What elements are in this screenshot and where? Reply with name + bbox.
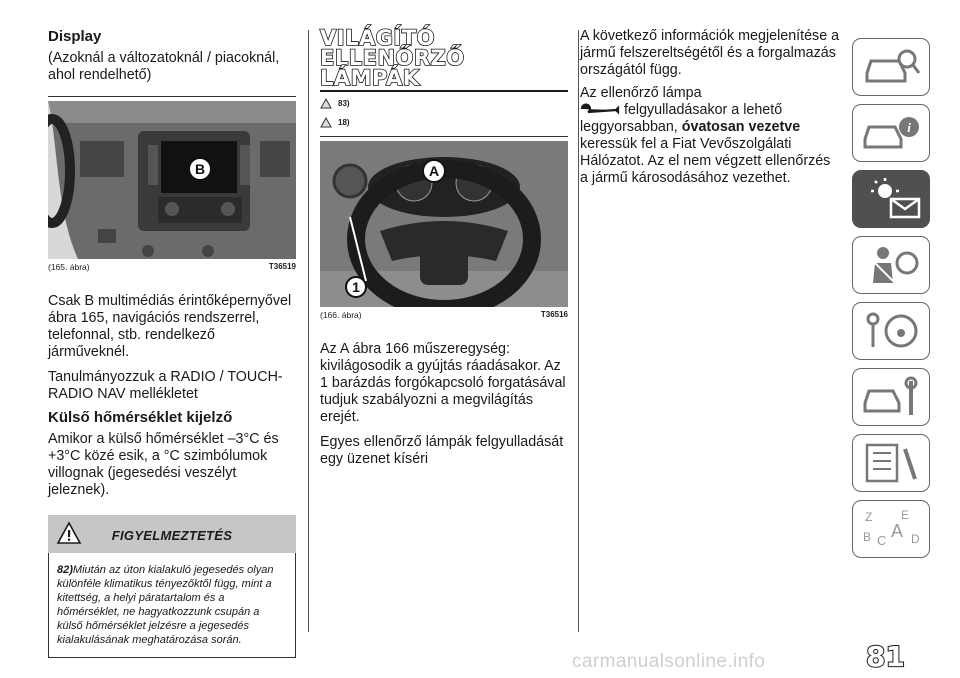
title-rule (320, 90, 568, 92)
car-wrench-icon (861, 375, 923, 419)
instrument-cluster-photo (320, 141, 568, 307)
svg-text:i: i (907, 120, 911, 135)
service-text-post: keressük fel a Fiat Vevőszolgálati Hálózatot. Az el nem végzett ellenőrzés a jármű károsodásához vezethet. (580, 136, 831, 186)
caution-triangle-icon (320, 117, 332, 128)
watermark: carmanualsonline.info (572, 651, 766, 672)
warning-banner (48, 515, 296, 553)
svg-text:C: C (877, 533, 887, 548)
tab-maintenance[interactable] (852, 434, 930, 492)
figure-code: T36519 (268, 262, 296, 271)
service-text-mid: felgyulladásakor a lehető leggyorsabban, (580, 102, 783, 135)
heading-outside-temp: Külső hőmérséklet kijelző (48, 409, 233, 426)
section-title-line2: ELLENŐRZŐ (320, 46, 465, 70)
paragraph-temp: Amikor a külső hőmérséklet –3°C és +3°C közé esik, a °C szimbólumok villognak (jegesedési veszélyt jeleznek). (48, 431, 279, 498)
paragraph-cluster: Az A ábra 166 műszeregység: kivilágosodik a gyújtás ráadásakor. Az 1 barázdás forgókapcsoló forgatásával tudjuk szabályozni a megvilágítás erejét. (320, 341, 566, 425)
paragraph-info: A következő információk megjelenítése a jármű felszereltségétől és a forgalmazás országától függ. (580, 28, 840, 78)
service-text-bold: óvatosan vezetve (681, 119, 801, 135)
column-left (48, 28, 296, 658)
warning-note (48, 552, 296, 658)
display-availability-text: (Azoknál a változatoknál / piacoknál, ahol rendelhető) (48, 50, 280, 83)
figure-166 (320, 136, 568, 321)
column-divider (308, 30, 309, 632)
svg-text:A: A (891, 521, 904, 541)
tab-safety[interactable] (852, 236, 930, 294)
paragraph-radio: Tanulmányozzuk a RADIO / TOUCH-RADIO NAV mellékletet (48, 369, 283, 402)
note-number: 82) (57, 564, 73, 576)
service-text-pre: Az ellenőrző lámpa (580, 85, 702, 101)
svg-text:Z: Z (865, 510, 873, 524)
figure-caption (320, 309, 568, 321)
tab-vehicle-knowledge[interactable] (852, 38, 930, 96)
caption-text: (165. ábra) (48, 262, 90, 272)
tab-index[interactable] (852, 500, 930, 558)
column-right (580, 28, 842, 187)
dashboard-photo (48, 101, 296, 259)
note-text: Miután az úton kialakuló jegesedés olyan különféle klimatikus tényezőktől függ, mint a kitettség, a helyi páratartalom és a hőmérséklet, ne hagyatkozzunk csupán a külső hőmérséklet jelzésre a jegesedés kialakulásának meghatározása során. (57, 564, 274, 646)
section-title-line3: LÁMPÁK (320, 66, 420, 90)
tab-info[interactable] (852, 104, 930, 162)
figure-165 (48, 96, 296, 273)
car-info-icon (861, 111, 923, 155)
checklist-wrench-icon (861, 441, 923, 485)
column-divider (578, 30, 579, 632)
ref-caution (320, 117, 568, 128)
section-title-line1: VILÁGÍTÓ (320, 26, 435, 50)
chapter-tabs (852, 38, 932, 566)
heading-display: Display (48, 28, 102, 45)
svg-text:B: B (863, 530, 872, 544)
tab-warning-lights[interactable] (852, 170, 930, 228)
callout-1: 1 (352, 279, 360, 295)
tab-starting-driving[interactable] (852, 302, 930, 360)
paragraph-service (580, 85, 842, 187)
callout-b: B (194, 161, 206, 177)
svg-text:E: E (901, 508, 910, 522)
ref-warning (320, 98, 568, 109)
figure-caption (48, 261, 296, 273)
caption-text: (166. ábra) (320, 310, 362, 320)
column-middle (320, 28, 568, 468)
warning-triangle-icon (320, 98, 332, 109)
key-steering-wheel-icon (861, 309, 923, 353)
figure-code: T36516 (540, 310, 568, 319)
tab-emergency[interactable] (852, 368, 930, 426)
paragraph-message: Egyes ellenőrző lámpák felgyulladását egy üzenet kíséri (320, 434, 564, 467)
page-number: 81 (866, 640, 905, 673)
warning-light-envelope-icon (861, 177, 923, 221)
paragraph-multimedia: Csak B multimédiás érintőképernyővel ábra 165, navigációs rendszerrel, telefonnal, stb. rendelkező járműveknél. (48, 293, 292, 360)
svg-text:D: D (911, 532, 920, 546)
car-search-icon (861, 45, 923, 89)
alphabet-index-icon (861, 507, 923, 551)
ref-number-83: 83) (338, 99, 350, 108)
ref-number-18: 18) (338, 118, 350, 127)
wrench-icon (580, 103, 620, 115)
seatbelt-airbag-icon (861, 243, 923, 287)
callout-a: A (428, 163, 440, 179)
warning-title: FIGYELMEZTETÉS (111, 528, 233, 543)
